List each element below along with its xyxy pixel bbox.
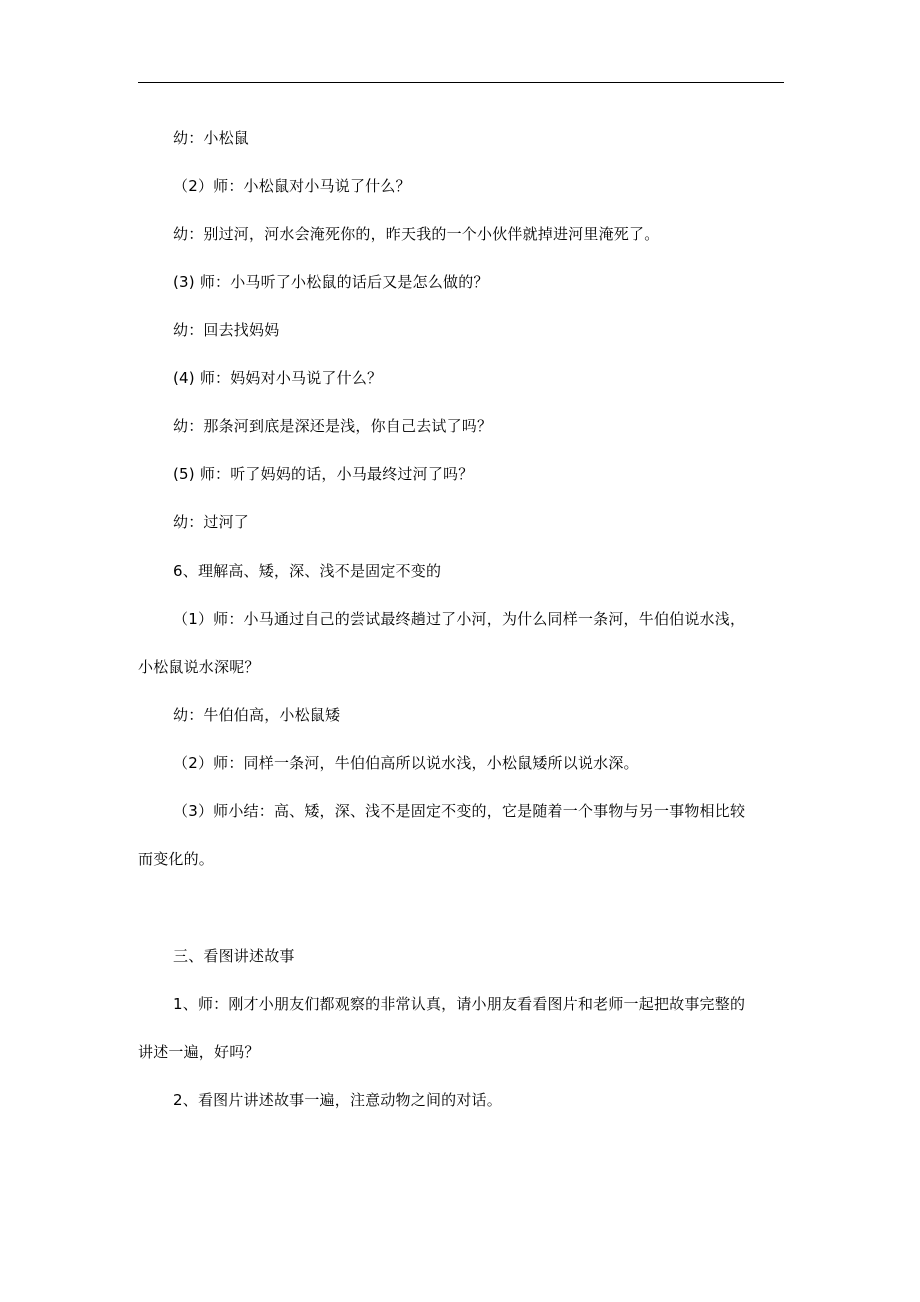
text-line: （1）师：小马通过自己的尝试最终趟过了小河，为什么同样一条河，牛伯伯说水浅， (173, 610, 746, 628)
section-heading: 三、看图讲述故事 (173, 947, 295, 965)
text-line: 2、看图片讲述故事一遍，注意动物之间的对话。 (173, 1091, 502, 1109)
text-line: （2）师：小松鼠对小马说了什么？ (173, 177, 411, 195)
text-line: 幼：小松鼠 (173, 129, 250, 147)
text-line: （3）师小结：高、矮，深、浅不是固定不变的，它是随着一个事物与另一事物相比较 (173, 802, 746, 820)
text-line: 幼：别过河，河水会淹死你的，昨天我的一个小伙伴就掉进河里淹死了。 (173, 225, 660, 243)
text-line: 幼：回去找妈妈 (173, 321, 280, 339)
text-line: 幼：过河了 (173, 513, 250, 531)
text-line: 幼：牛伯伯高，小松鼠矮 (173, 706, 341, 724)
text-line: 幼：那条河到底是深还是浅，你自己去试了吗？ (173, 417, 493, 435)
text-line: 小松鼠说水深呢？ (138, 658, 260, 676)
section-heading: 6、理解高、矮，深、浅不是固定不变的 (173, 562, 442, 580)
text-line: 而变化的。 (138, 850, 215, 868)
text-line: 讲述一遍，好吗？ (138, 1043, 260, 1061)
text-line: (4) 师：妈妈对小马说了什么？ (173, 369, 383, 387)
text-line: (3) 师：小马听了小松鼠的话后又是怎么做的？ (173, 273, 489, 291)
text-line: 1、师：刚才小朋友们都观察的非常认真，请小朋友看看图片和老师一起把故事完整的 (173, 995, 746, 1013)
text-line: (5) 师：听了妈妈的话，小马最终过河了吗？ (173, 465, 474, 483)
text-line: （2）师：同样一条河，牛伯伯高所以说水浅，小松鼠矮所以说水深。 (173, 754, 639, 772)
header-rule (138, 82, 784, 83)
